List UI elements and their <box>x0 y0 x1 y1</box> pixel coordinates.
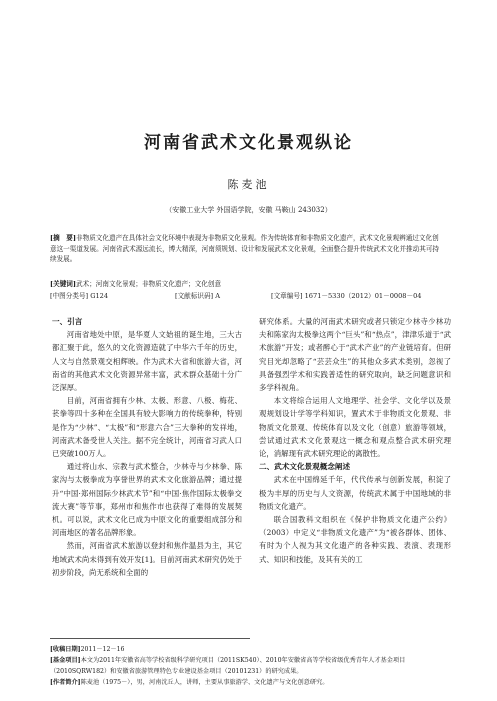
affiliation: （安徽工业大学 外国语学院，安徽 马鞍山 243032） <box>165 206 332 214</box>
section-heading-intro: 一、引言 <box>52 317 83 326</box>
left-column <box>52 315 242 579</box>
body-paragraph: 通过将山水、宗教与武术整合，少林寺与少林拳、陈家沟与太极拳成为享誉世界的武术文化旅游品牌；通过提升“中国·郑州国际少林武术节”和“中国·焦作国际太极拳交流大赛”等节事，郑州市和焦作市也获得了难得的发展契机。可以说，武术文化已成为中原文化的重要组成部分和河南地区的著名品牌形象。 <box>52 462 242 538</box>
classification-line <box>50 290 445 300</box>
keywords <box>50 278 445 288</box>
body-paragraph: 本文将综合运用人文地理学、社会学、文化学以及景观规划设计学等学科知识，置武术于非物质文化景观、非物质文化景观、传统体育以及文化（创意）旅游等领域，尝试通过武术文化景观这一概念和观点整合武术研究理论，消解现有武术研究理论的离散性。 <box>259 396 451 459</box>
document-code: [文献标识码] A <box>175 292 220 300</box>
article-number: [文章编号] 1671－5330（2012）01－0008－04 <box>271 292 422 300</box>
body-paragraph: 研究体系。大量的河南武术研究或者只锁定少林寺少林功夫和陈家沟太极拳这两个“巨头”和“热点”，津津乐道于“武术旅游”开发；或者醉心于“武术产业”的产业链培育。但研究目光却忽略了“芸芸众生”的其他众多武术类别，忽视了具备强烈学术和实践普适性的研究取向，缺乏问题意识和多学科视角。 <box>259 317 451 393</box>
footnote-received: [收稿日期]2011－12－16 <box>50 646 125 653</box>
right-column <box>259 315 451 566</box>
footnote-divider <box>50 638 250 639</box>
body-paragraph: 然而，河南省武术旅游以登封和焦作温县为主，其它地域武术尚未得到有效开发[1]。目前河南武术研究仍处于初步阶段，尚无系统和全面的 <box>52 541 242 577</box>
footnote-funding: [基金项目]本文为2011年安徽省高等学校省级科学研究项目（2011SK540）、2010年安徽省高等学校省级优秀青年人才基金项目（2010SQRW182）和安徽省旅游管理特色专业建设基金项目（20101231）的研究成果。 <box>50 657 406 675</box>
footnote-author-bio: [作者简介]陈麦池（1975－），男，河南沈丘人，讲师，主要从事旅游学、文化遗产与文化创意研究。 <box>50 679 329 686</box>
abstract-label: [摘 要] <box>50 234 77 242</box>
author-name: 陈麦池 <box>227 178 270 191</box>
body-paragraph: 河南省地处中原，是华夏人文始祖的诞生地，三大古都汇聚于此，悠久的文化资源造就了中华六千年的历史，人文与自然景观交相辉映。作为武术大省和旅游大省，河南省的其他武术文化资源异常丰富，武术群众基础十分广泛深厚。 <box>52 330 242 393</box>
body-paragraph: 武术在中国绵延千年，代代传承与创新发展，积淀了极为丰厚的历史与人文资源，传统武术属于中国地域的非物质文化遗产。 <box>259 475 451 511</box>
body-paragraph: 联合国教科文组织在《保护非物质文化遗产公约》（2003）中定义“非物质文化遗产”为“被各群体、团体、有时为个人视为其文化遗产的各种实践、表演、表现形式、知识和技能，及其有关的工 <box>259 515 451 564</box>
section-heading-concept: 二、武术文化景观概念阐述 <box>259 462 351 472</box>
abstract <box>50 233 445 265</box>
footnotes <box>50 644 460 688</box>
body-paragraph: 目前，河南省拥有少林、太极、形意、八极、梅花、苌拳等四十多种在全国具有较大影响力的传统拳种，特别是作为“少林”、“太极”和“形意六合”三大拳种的发祥地，河南武术备受世人关注。据不完全统计，河南省习武人口已突破100万人。 <box>52 396 242 459</box>
paper-title: 河南省武术文化景观纵论 <box>144 133 353 153</box>
abstract-text: 非物质文化遗产在具体社会文化环境中表现为非物质文化景观。作为传统体育和非物质文化遗产，武术文化景观辨通过文化创意这一渠道发展。河南省武术源远流长，博大精深，河南须规划、设计和发展武术文化景观，全面整合提升传统武术文化并推动其可持续发展。 <box>50 234 440 263</box>
keywords-label: [关键词] <box>50 280 77 288</box>
keywords-text: 武术；河南文化景观；非物质文化遗产；文化创意 <box>76 280 222 288</box>
clc-number: [中图分类号] G124 <box>50 292 109 300</box>
